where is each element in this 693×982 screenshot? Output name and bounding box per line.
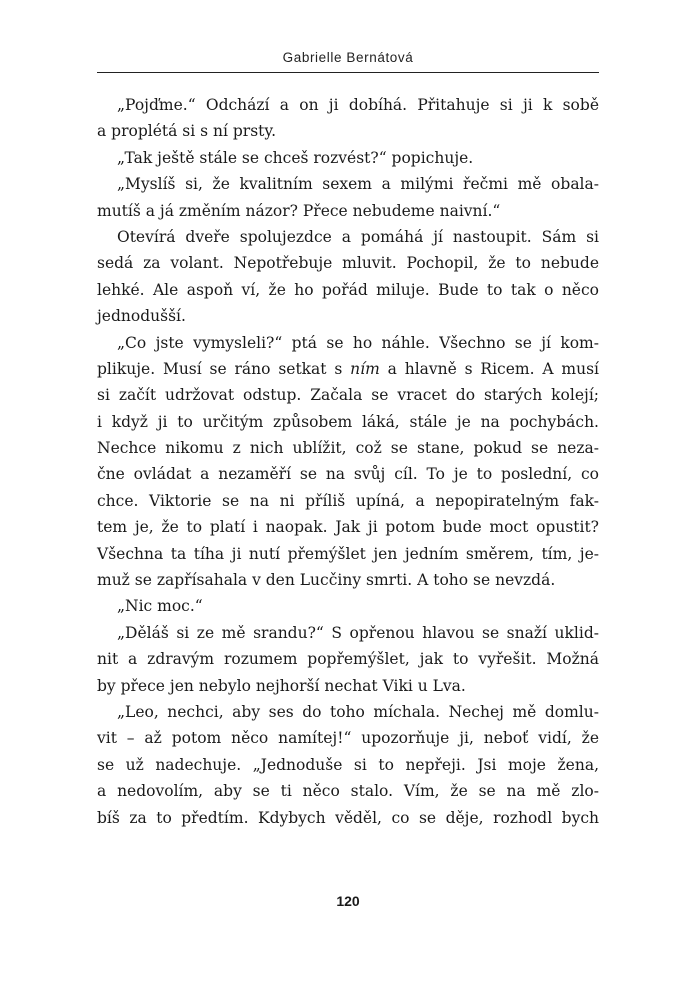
text-segment: plikuje. Musí se ráno setkat s	[97, 359, 351, 378]
text-line: by přece jen nebylo nejhorší nechat Viki u Lva.	[97, 676, 466, 695]
text-line: mutíš a já změním názor? Přece nebudeme naivní.“	[97, 201, 501, 220]
text-line: vit – až potom něco namítej!“ upozorňuje ji, neboť vidí, že	[97, 729, 599, 748]
text-line: a proplétá si s ní prsty.	[97, 122, 277, 141]
text-line	[97, 356, 599, 382]
text-line: tem je, že to platí i naopak. Jak ji potom bude moct opustit?	[97, 518, 599, 537]
emphasis-text: ním	[350, 359, 380, 378]
text-line: Všechna ta tíha ji nutí přemýšlet jen jedním směrem, tím, je-	[97, 544, 599, 563]
text-line: muž se zapřísahala v den Lucčiny smrti. A toho se nevzdá.	[97, 571, 556, 590]
running-header-author: Gabrielle Bernátová	[282, 50, 414, 65]
text-line: se už nadechuje. „Jednoduše si to nepřeji. Jsi moje žena,	[97, 755, 599, 774]
text-line: nit a zdravým rozumem popřemýšlet, jak to vyřešit. Možná	[97, 650, 599, 669]
text-line: Otevírá dveře spolujezdce a pomáhá jí nastoupit. Sám si	[117, 227, 599, 246]
text-line: „Nic moc.“	[117, 597, 203, 616]
text-line: chce. Viktorie se na ni příliš upíná, a nepopiratelným fak-	[97, 491, 599, 510]
text-line: bíš za to předtím. Kdybych věděl, co se děje, rozhodl bych	[97, 808, 599, 827]
header-rule	[97, 72, 599, 73]
text-line: „Leo, nechci, aby ses do toho míchala. Nechej mě domlu-	[117, 702, 599, 721]
text-line: „Myslíš si, že kvalitním sexem a milými řečmi mě obala-	[117, 175, 599, 194]
text-line: sedá za volant. Nepotřebuje mluvit. Pochopil, že to nebude	[97, 254, 599, 273]
text-line: lehké. Ale aspoň ví, že ho pořád miluje. Bude to tak o něco	[97, 280, 599, 299]
page-number: 120	[336, 893, 360, 909]
text-line: i když ji to určitým způsobem láká, stále je na pochybách.	[97, 412, 599, 431]
text-line: „Tak ještě stále se chceš rozvést?“ popichuje.	[117, 148, 474, 167]
text-line: „Pojďme.“ Odchází a on ji dobíhá. Přitahuje si ji k sobě	[117, 96, 599, 114]
text-line: Nechce nikomu z nich ublížit, což se stane, pokud se neza-	[97, 439, 599, 458]
text-line: čne ovládat a nezaměří se na svůj cíl. To je to poslední, co	[97, 465, 599, 484]
text-line: a nedovolím, aby se ti něco stalo. Vím, že se na mě zlo-	[97, 782, 599, 801]
text-line: si začít udržovat odstup. Začala se vracet do starých kolejí;	[97, 386, 599, 405]
text-segment: a hlavně s Ricem. A musí	[379, 359, 599, 378]
body-text	[97, 92, 599, 831]
text-line: „Co jste vymysleli?“ ptá se ho náhle. Všechno se jí kom-	[117, 333, 599, 352]
text-line: jednodušší.	[97, 307, 186, 326]
text-line: „Děláš si ze mě srandu?“ S opřenou hlavou se snaží uklid-	[117, 623, 599, 642]
